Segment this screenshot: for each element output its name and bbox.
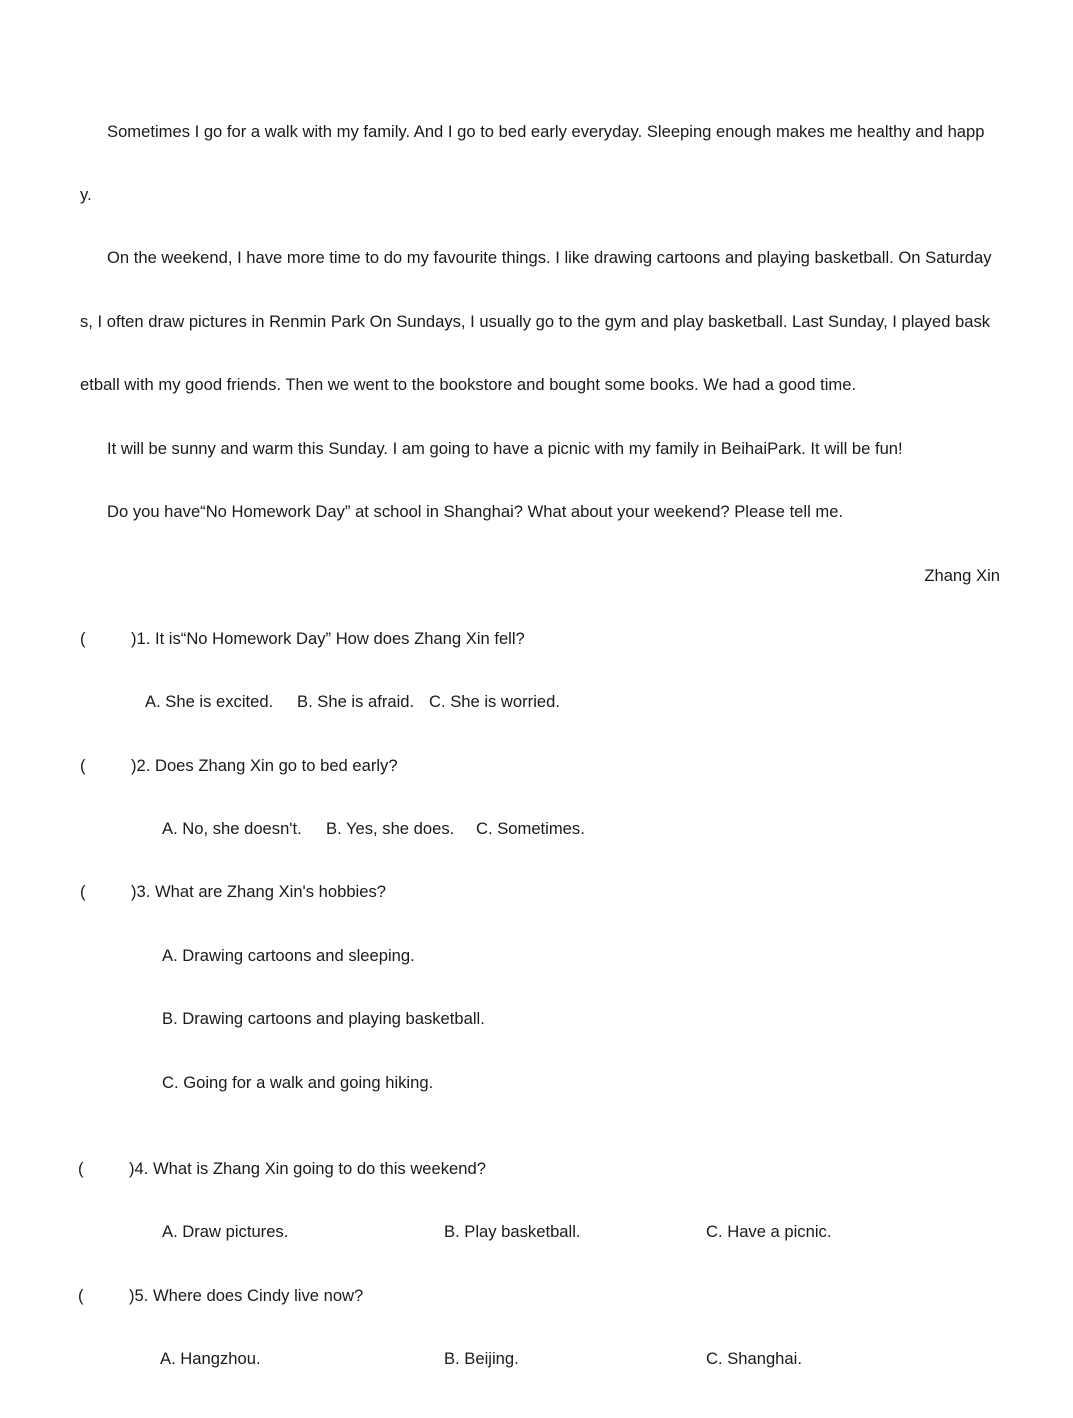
signature: Zhang Xin — [924, 566, 1000, 585]
question-stem: )1. It is“No Homework Day” How does Zhang Xin fell? — [131, 629, 525, 648]
option-a: A. Hangzhou. — [160, 1349, 261, 1368]
option-c: C. Have a picnic. — [706, 1222, 832, 1241]
option-b: B. She is afraid. — [297, 692, 415, 711]
option-c: C. Going for a walk and going hiking. — [162, 1073, 434, 1092]
option-b: B. Yes, she does. — [326, 819, 455, 838]
answer-blank-open: ( — [80, 882, 86, 901]
answer-blank-open: ( — [78, 1286, 84, 1305]
option-a: A. She is excited. — [145, 692, 274, 711]
passage-line: Sometimes I go for a walk with my family. And I go to bed early everyday. Sleeping enough makes me healthy and happ — [107, 122, 985, 141]
passage-line: s, I often draw pictures in Renmin Park On Sundays, I usually go to the gym and play basketball. Last Sunday, I played bask — [80, 312, 991, 331]
passage-line: etball with my good friends. Then we went to the bookstore and bought some books. We had a good time. — [80, 375, 857, 394]
option-a: A. Drawing cartoons and sleeping. — [162, 946, 415, 965]
question-stem: )5. Where does Cindy live now? — [129, 1286, 364, 1305]
option-c: C. She is worried. — [429, 692, 560, 711]
option-b: B. Play basketball. — [444, 1222, 581, 1241]
question-stem: )3. What are Zhang Xin's hobbies? — [131, 882, 386, 901]
passage-line: y. — [80, 185, 92, 204]
option-c: C. Sometimes. — [476, 819, 585, 838]
passage-line: It will be sunny and warm this Sunday. I am going to have a picnic with my family in BeihaiPark. It will be fun! — [107, 439, 903, 458]
option-a: A. No, she doesn't. — [162, 819, 302, 838]
answer-blank-open: ( — [80, 756, 86, 775]
question-stem: )2. Does Zhang Xin go to bed early? — [131, 756, 398, 775]
option-a: A. Draw pictures. — [162, 1222, 289, 1241]
option-b: B. Drawing cartoons and playing basketball. — [162, 1009, 485, 1028]
option-b: B. Beijing. — [444, 1349, 519, 1368]
answer-blank-open: ( — [80, 629, 86, 648]
passage-line: Do you have“No Homework Day” at school in Shanghai? What about your weekend? Please tell me. — [107, 502, 844, 521]
answer-blank-open: ( — [78, 1159, 84, 1178]
question-stem: )4. What is Zhang Xin going to do this weekend? — [129, 1159, 486, 1178]
option-c: C. Shanghai. — [706, 1349, 802, 1368]
passage-line: On the weekend, I have more time to do my favourite things. I like drawing cartoons and playing basketball. On Saturday — [107, 248, 992, 267]
